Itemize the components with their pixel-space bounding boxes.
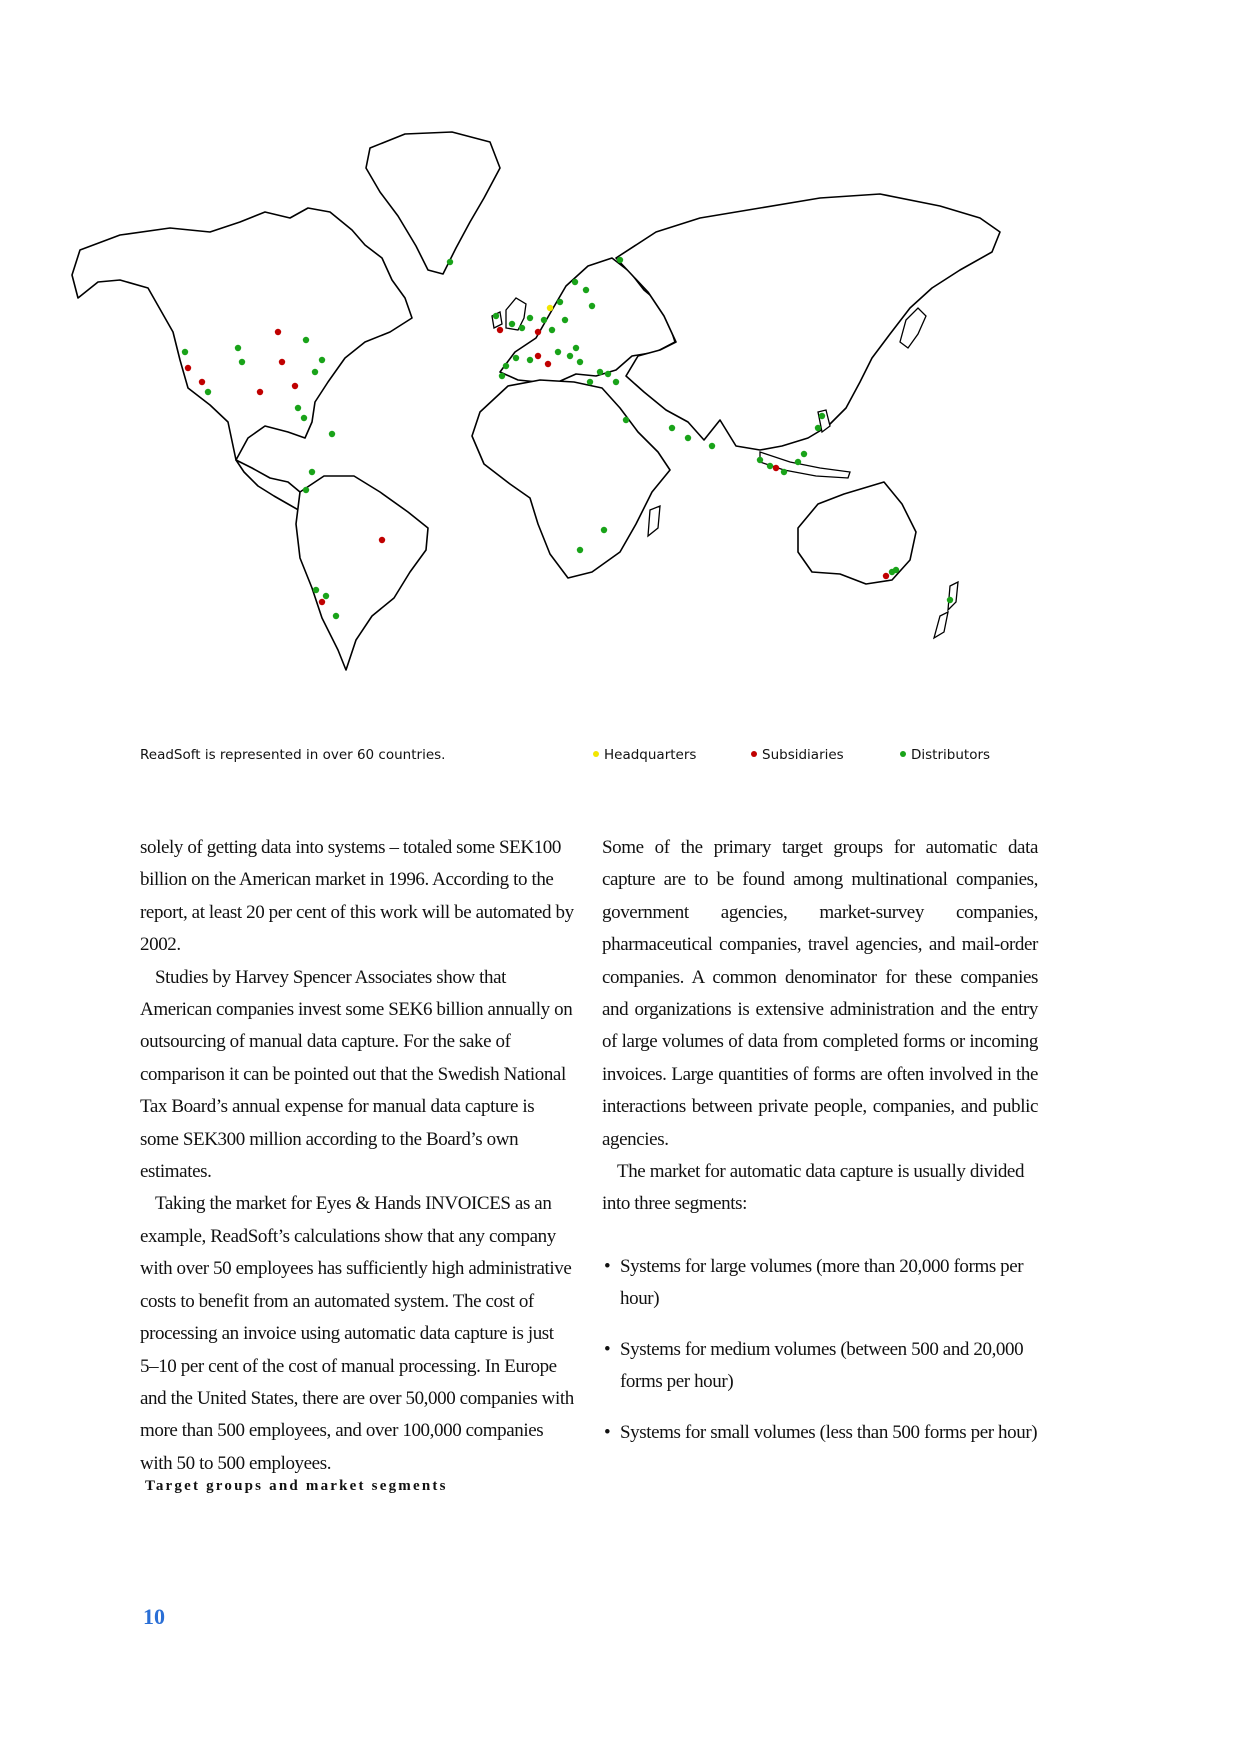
office-marker — [329, 431, 335, 437]
office-marker — [182, 349, 188, 355]
office-marker — [499, 373, 505, 379]
paragraph: The market for automatic data capture is usually divided into three segments: — [602, 1161, 1025, 1215]
distributors-dot-icon — [900, 751, 906, 757]
office-marker — [577, 359, 583, 365]
office-marker — [883, 573, 889, 579]
headquarters-dot-icon — [593, 751, 599, 757]
office-marker — [497, 327, 503, 333]
office-marker — [535, 353, 541, 359]
office-marker — [605, 371, 611, 377]
subsidiaries-dot-icon — [751, 751, 757, 757]
office-marker — [301, 415, 307, 421]
office-marker — [601, 527, 607, 533]
office-marker — [669, 425, 675, 431]
office-marker — [527, 357, 533, 363]
office-marker — [275, 329, 281, 335]
office-marker — [199, 379, 205, 385]
office-marker — [503, 363, 509, 369]
africa-outline — [472, 380, 670, 578]
list-item: • Systems for small volumes (less than 500 forms per hour) — [602, 1417, 1038, 1449]
office-marker — [587, 379, 593, 385]
office-marker — [513, 355, 519, 361]
office-marker — [323, 593, 329, 599]
office-marker — [773, 465, 779, 471]
office-marker — [567, 353, 573, 359]
asia-outline — [616, 194, 1000, 450]
office-marker — [815, 425, 821, 431]
office-marker — [257, 389, 263, 395]
madagascar-outline — [648, 506, 660, 536]
office-marker — [493, 313, 499, 319]
office-marker — [572, 279, 578, 285]
office-marker — [547, 305, 553, 311]
office-marker — [541, 317, 547, 323]
segment-list — [602, 1251, 1038, 1449]
office-marker — [185, 365, 191, 371]
list-item: • Systems for large volumes (more than 20,000 forms per hour) — [602, 1251, 1038, 1316]
new-zealand-south-outline — [934, 612, 948, 638]
bullet-icon: • — [604, 1255, 611, 1277]
office-marker — [685, 435, 691, 441]
office-marker — [303, 487, 309, 493]
paragraph: Taking the market for Eyes & Hands INVOICES as an example, ReadSoft’s calculations show that any company with over 50 employees has sufficiently high administrative costs to benefit from an automated system. The cost of processing an invoice using automatic data capture is just 5–10 per cent of the cost of manual processing. In Europe and the United States, there are over 50,000 companies with more than 500 employees, and over 100,000 companies with 50 to 500 employees. — [140, 1193, 574, 1474]
office-marker — [562, 317, 568, 323]
office-marker — [623, 417, 629, 423]
new-zealand-outline — [948, 582, 958, 610]
office-marker — [577, 547, 583, 553]
south-america-outline — [296, 476, 428, 670]
office-marker — [295, 405, 301, 411]
right-column — [602, 832, 1038, 1467]
office-marker — [447, 259, 453, 265]
office-marker — [893, 567, 899, 573]
list-item: • Systems for medium volumes (between 500 and 20,000 forms per hour) — [602, 1334, 1038, 1399]
office-marker — [527, 315, 533, 321]
page-number: 10 — [143, 1604, 165, 1629]
office-marker — [549, 327, 555, 333]
paragraph: solely of getting data into systems – totaled some SEK100 billion on the American market in 1996. According to the report, at least 20 per cent of this work will be automated by 2002. — [140, 837, 574, 956]
legend-distributors: Distributors — [900, 747, 990, 763]
office-marker — [309, 469, 315, 475]
office-marker — [319, 357, 325, 363]
office-marker — [767, 463, 773, 469]
map-legend — [0, 747, 1240, 767]
office-marker — [279, 359, 285, 365]
office-marker — [555, 349, 561, 355]
office-marker — [303, 337, 309, 343]
office-marker — [597, 369, 603, 375]
office-marker — [709, 443, 715, 449]
office-marker — [557, 299, 563, 305]
left-column — [140, 832, 576, 1480]
office-marker — [613, 379, 619, 385]
office-marker — [573, 345, 579, 351]
office-marker — [589, 303, 595, 309]
greenland-outline — [366, 132, 500, 274]
office-marker — [313, 587, 319, 593]
office-marker — [795, 459, 801, 465]
bullet-icon: • — [604, 1338, 611, 1360]
office-marker — [205, 389, 211, 395]
office-marker — [947, 597, 953, 603]
office-marker — [545, 361, 551, 367]
office-marker — [312, 369, 318, 375]
world-map-figure — [60, 120, 1120, 740]
office-marker — [235, 345, 241, 351]
map-caption: ReadSoft is represented in over 60 countries. — [140, 747, 446, 763]
world-map — [60, 120, 1120, 740]
legend-subsidiaries: Subsidiaries — [751, 747, 844, 763]
office-marker — [333, 613, 339, 619]
office-marker — [617, 257, 623, 263]
paragraph: Some of the primary target groups for automatic data capture are to be found among multinational companies, government agencies, market-survey companies, pharmaceutical companies, travel agencies, and mail-order companies. A common denominator for these companies and organizations is extensive administration and the entry of large volumes of data from completed forms or incoming invoices. Large quantities of forms are often involved in the interactions between private people, companies, and public agencies. — [602, 837, 1038, 1150]
office-marker — [519, 325, 525, 331]
section-heading: Target groups and market segments — [145, 1478, 448, 1494]
legend-headquarters: Headquarters — [593, 747, 696, 763]
office-marker — [819, 413, 825, 419]
office-marker — [239, 359, 245, 365]
office-marker — [781, 469, 787, 475]
office-marker — [583, 287, 589, 293]
central-america-outline — [236, 460, 308, 512]
office-marker — [319, 599, 325, 605]
paragraph: Studies by Harvey Spencer Associates show that American companies invest some SEK6 billion annually on outsourcing of manual data capture. For the sake of comparison it can be pointed out that the Swedish National Tax Board’s annual expense for manual data capture is some SEK300 million according to the Board’s own estimates. — [140, 966, 573, 1183]
office-marker — [757, 457, 763, 463]
north-america-outline — [72, 208, 412, 460]
bullet-icon: • — [604, 1421, 611, 1443]
office-marker — [801, 451, 807, 457]
office-marker — [379, 537, 385, 543]
office-marker — [535, 329, 541, 335]
office-marker — [509, 321, 515, 327]
office-marker — [292, 383, 298, 389]
